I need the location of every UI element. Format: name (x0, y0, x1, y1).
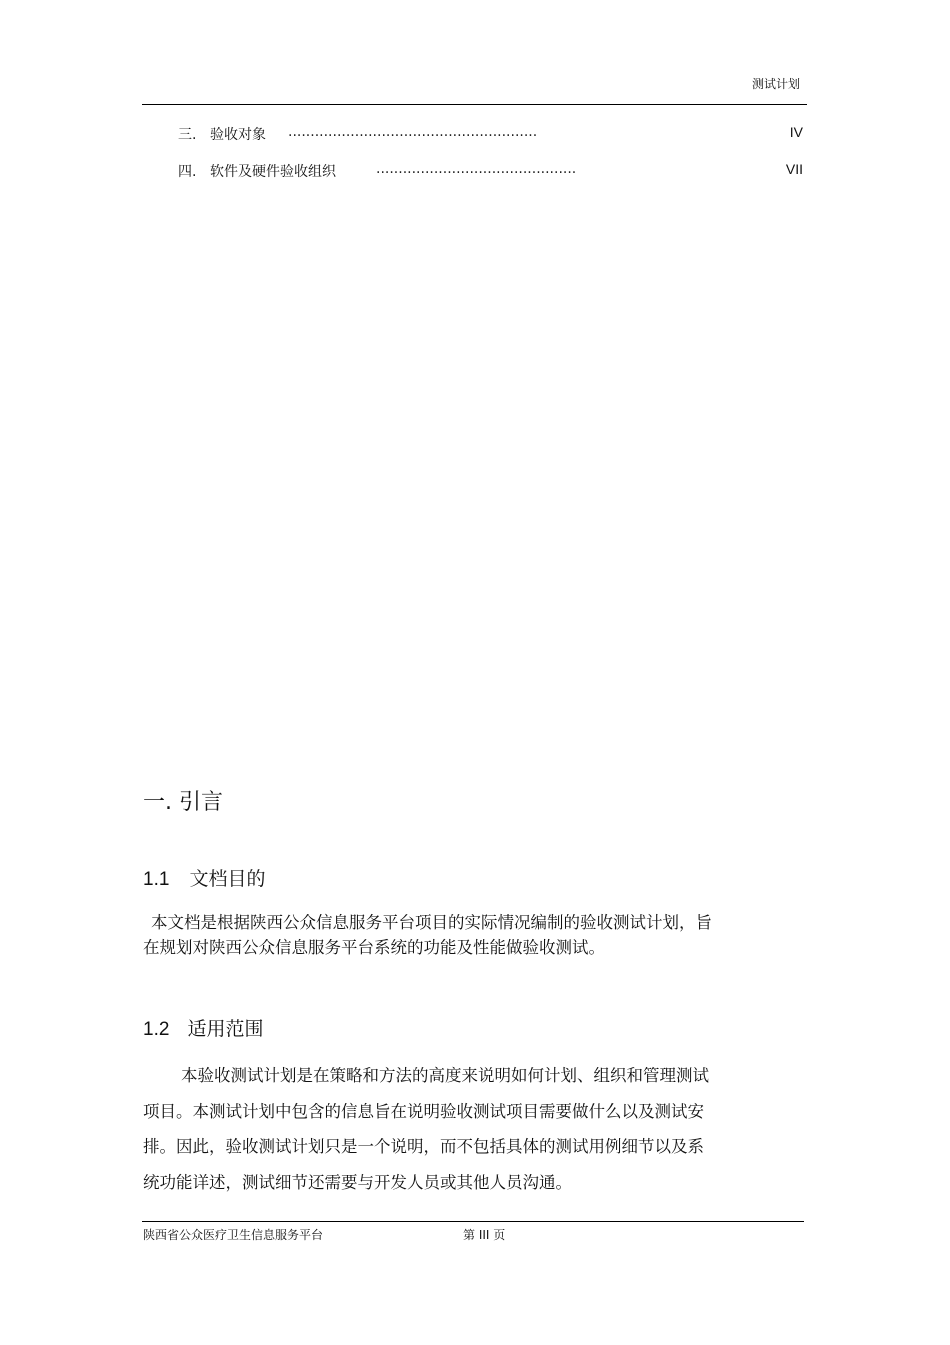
toc-entry-number: 三. (178, 127, 197, 143)
subsection-title: 文档目的 (189, 868, 266, 890)
subsection-number: 1.1 (143, 869, 170, 890)
paragraph-line: 统功能详述，测试细节还需要与开发人员或其他人员沟通。 (143, 1172, 572, 1192)
paragraph-line: 排。因此，验收测试计划只是一个说明，而不包括具体的测试用例细节以及系 (143, 1137, 704, 1156)
toc-entry-4[interactable] (178, 161, 803, 183)
toc-entry-page: IV (789, 124, 803, 140)
paragraph-line: 本文档是根据陕西公众信息服务平台项目的实际情况编制的验收测试计划，旨 (151, 913, 712, 932)
paragraph-line: 项目。本测试计划中包含的信息旨在说明验收测试项目需要做什么以及测试安 (143, 1101, 704, 1121)
subsection-number: 1.2 (143, 1019, 170, 1040)
subsection-title: 适用范围 (187, 1018, 264, 1040)
footer-page-number: 第 III 页 (463, 1228, 506, 1242)
subsection-heading-purpose (143, 864, 265, 891)
toc-entry-title: 软件及硬件验收组织 (210, 164, 336, 180)
scope-paragraph (143, 1058, 763, 1200)
toc-entry-number: 四. (178, 164, 197, 180)
subsection-heading-scope (143, 1014, 263, 1041)
header-rule (142, 104, 807, 105)
purpose-paragraph (143, 910, 763, 960)
header-title: 测试计划 (751, 77, 800, 91)
footer-organization: 陕西省公众医疗卫生信息服务平台 (143, 1228, 324, 1242)
paragraph-line: 在规划对陕西公众信息服务平台系统的功能及性能做验收测试。 (143, 938, 605, 957)
section-heading-introduction: 一. 引言 (143, 790, 223, 815)
toc-entry-title: 验收对象 (210, 127, 266, 143)
toc-leader-dots: ........................................................ (288, 124, 538, 140)
toc-entry-page: VII (785, 161, 803, 177)
toc-entry-3[interactable] (178, 124, 803, 146)
toc-leader-dots: ............................................. (376, 161, 577, 177)
footer-rule (142, 1221, 804, 1222)
paragraph-line: 本验收测试计划是在策略和方法的高度来说明如何计划、组织和管理测试 (181, 1066, 709, 1085)
